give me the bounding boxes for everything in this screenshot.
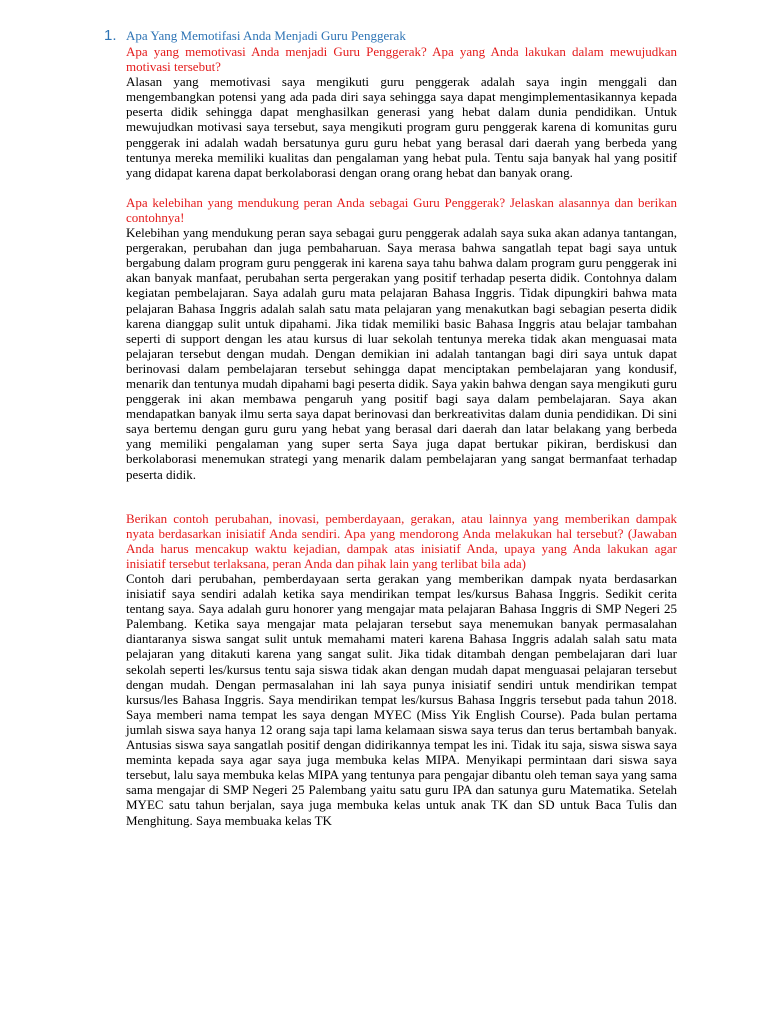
heading-title: Apa Yang Memotifasi Anda Menjadi Guru Penggerak [126, 28, 406, 43]
answer-3: Contoh dari perubahan, pemberdayaan serta gerakan yang memberikan dampak nyata berdasarkan inisiatif saya sendiri adalah ketika saya mendirikan tempat les/kursus Bahasa Inggris. Sedikit cerita tentang saya. Saya adalah guru honorer yang mengajar mata pelajaran Bahasa Inggris di SMP Negeri 25 Palembang. Ketika saya mengajar mata pelajaran tersebut saya menemukan banyak permasalahan diantaranya siswa sangat sulit untuk memahami materi karena Bahasa Inggris adalah salah satu mata pelajaran yang ditakuti karena yang sangat sulit. Jika tidak ditambah dengan pembelajaran dari luar sekolah seperti les/kursus tentu saja siswa tidak akan dengan mudah dapat menguasai pelajaran tersebut dengan mudah. Dengan permasalahan ini lah saya punya inisiatif sendiri untuk mendirikan tempat kursus/les Bahasa Inggris. Saya mendirikan tempat les/kursus Bahasa Inggris tersebut pada tahun 2018. Saya memberi nama tempat les saya dengan MYEC (Miss Yik English Course). Pada bulan pertama jumlah siswa saya hanya 12 orang saja tapi lama kelamaan siswa saya terus dan terus bertambah banyak. Antusias siswa saya sangatlah positif dengan didirikannya tempat les ini. Tidak itu saja, siswa siswa saya meminta kepada saya agar saya juga membuka kelas MIPA. Menyikapi permintaan dari siswa saya tersebut, lalu saya membuka kelas MIPA yang tentunya para pengajar dibantu oleh teman saya yang sama sama mengajar di SMP Negeri 25 Palembang yaitu satu guru IPA dan satunya guru Matematika. Setelah MYEC satu tahun berjalan, saya juga membuka kelas untuk anak TK dan SD untuk Baca Tulis dan Menghitung. Saya membuaka kelas TK [126, 571, 677, 828]
list-heading [104, 27, 684, 45]
document-body [126, 44, 677, 828]
question-1: Apa yang memotivasi Anda menjadi Guru Penggerak? Apa yang Anda lakukan dalam mewujudkan motivasi tersebut? [126, 44, 677, 75]
answer-1: Alasan yang memotivasi saya mengikuti guru penggerak adalah saya ingin menggali dan mengembangkan potensi yang ada pada diri saya sehingga saya dapat mengimplementasikannya kepada peserta didik sehingga dapat menghasilkan generasi yang hebat dalam dunia pendidikan. Untuk mewujudkan motivasi saya tersebut, saya mengikuti program guru penggerak karena di komunitas guru penggerak ini adalah wadah bersatunya guru guru hebat yang berasal dari daerah yang berbeda yang tentunya mereka memiliki kualitas dan pengalaman yang hebat pula. Tentu saja banyak hal yang positif yang didapat karena dapat berkolaborasi dengan orang orang hebat dan banyak orang. [126, 74, 677, 180]
paragraph-spacer [126, 180, 677, 195]
paragraph-spacer [126, 482, 677, 511]
list-number: 1. [104, 27, 117, 44]
answer-2: Kelebihan yang mendukung peran saya sebagai guru penggerak adalah saya suka akan adanya tantangan, pergerakan, perubahan dan juga pembaharuan. Saya merasa bahwa sangatlah tepat bagi saya untuk bergabung dalam program guru penggerak ini karena saya tahu bahwa dalam program guru penggerak ini akan banyak manfaat, perubahan serta pergerakan yang positif terhadap peserta didik. Contohnya dalam kegiatan pembelajaran. Saya adalah guru mata pelajaran Bahasa Inggris. Tidak dipungkiri bahwa mata pelajaran Bahasa Inggris adalah salah satu mata pelajaran yang menakutkan bagi sebagian peserta didik karena dianggap sulit untuk dipahami. Jika tidak memiliki basic Bahasa Inggris atau belajar tambahan seperti di support dengan les atau kursus di luar sekolah tentunya mereka tidak akan menguasai mata pelajaran tersebut dengan mudah. Dengan demikian ini adalah tantangan bagi diri saya untuk dapat berinovasi dalam pembelajaran tersebut sehingga dapat menciptakan pembelajaran yang kondusif, menarik dan tentunya mudah dipahami bagi peserta didik. Saya yakin bahwa dengan saya mengikuti guru penggerak ini akan membawa pengaruh yang positif bagi saya dalam pembelajaran. Saya akan mendapatkan banyak ilmu serta saya dapat berinovasi dan berkreativitas dalam dunia pendidikan. Di sini saya bertemu dengan guru guru yang hebat yang berasal dari daerah dan latar belakang yang berbeda yang memiliki pengalaman yang super serta Saya juga dapat bertukar pikiran, berdiskusi dan berkolaborasi menemukan strategi yang menarik dalam pembelajaran yang sangat bermanfaat terhadap peserta didik. [126, 225, 677, 482]
question-3: Berikan contoh perubahan, inovasi, pemberdayaan, gerakan, atau lainnya yang memberikan dampak nyata berdasarkan inisiatif Anda sendiri. Apa yang mendorong Anda melakukan hal tersebut? (Jawaban Anda harus mencakup waktu kejadian, dampak atas inisiatif Anda, upaya yang Anda lakukan agar inisiatif tersebut terlaksana, peran Anda dan pihak lain yang terlibat bila ada) [126, 510, 677, 571]
question-2: Apa kelebihan yang mendukung peran Anda sebagai Guru Penggerak? Jelaskan alasannya dan berikan contohnya! [126, 194, 677, 225]
